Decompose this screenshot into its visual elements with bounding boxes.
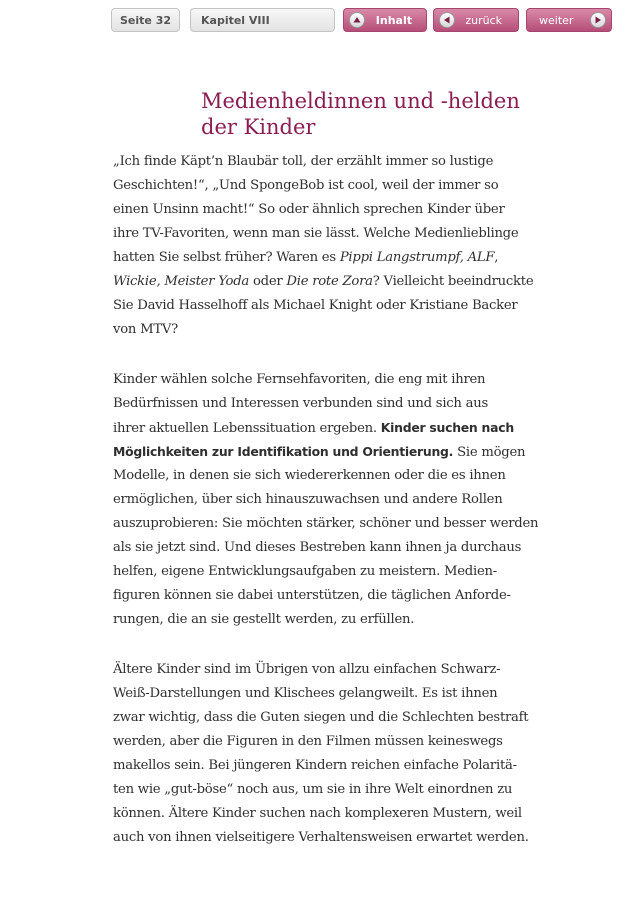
page-number-tab	[111, 8, 180, 32]
text-line: werden, aber die Figuren in den Filmen müssen keineswegs	[113, 734, 503, 749]
next-button[interactable]	[526, 8, 612, 32]
text-line: Ältere Kinder sind im Übrigen von allzu einfachen Schwarz-	[113, 662, 501, 677]
bold-emphasis: Kinder suchen nach	[380, 420, 514, 435]
article-title	[201, 88, 581, 140]
italic-title: Wickie, Meister Yoda	[113, 274, 250, 289]
navigation-bar	[0, 8, 638, 36]
back-button[interactable]	[433, 8, 519, 32]
text-line: rungen, die an sie gestellt werden, zu erfüllen.	[113, 612, 415, 627]
text-line: ihre TV-Favoriten, wenn man sie lässt. Welche Medienlieblinge	[113, 226, 519, 241]
text-line: helfen, eigene Entwicklungsaufgaben zu meistern. Medien-	[113, 564, 497, 579]
text-line: ten wie „gut-böse“ noch aus, um sie in ihre Welt einordnen zu	[113, 782, 513, 797]
text-line	[113, 270, 538, 294]
article-body	[113, 150, 538, 876]
contents-label: Inhalt	[375, 13, 412, 27]
text-line: auch von ihnen vielseitigere Verhaltensweisen erwartet werden.	[113, 830, 529, 845]
text-line: von MTV?	[113, 322, 178, 337]
right-arrow-icon	[590, 12, 606, 28]
contents-button[interactable]	[343, 8, 427, 32]
italic-title: Pippi Langstrumpf, ALF	[339, 250, 495, 265]
chapter-tab	[190, 8, 335, 32]
page-number-label: Seite 32	[120, 13, 172, 27]
text-line: makellos sein. Bei jüngeren Kindern reichen einfache Polaritä-	[113, 758, 517, 773]
text-line: figuren können sie dabei unterstützen, die täglichen Anforde-	[113, 588, 511, 603]
bold-emphasis: Möglichkeiten zur Identifikation und Orientierung.	[113, 444, 454, 459]
text-line: „Ich finde Käpt’n Blaubär toll, der erzählt immer so lustige	[113, 154, 494, 169]
up-arrow-icon	[349, 12, 365, 28]
next-label: weiter	[539, 13, 574, 27]
back-label: zurück	[465, 13, 502, 27]
paragraph-3	[113, 658, 538, 850]
text-line: zwar wichtig, dass die Guten siegen und die Schlechten bestraft	[113, 710, 529, 725]
text-line: können. Ältere Kinder suchen nach komplexeren Mustern, weil	[113, 806, 522, 821]
paragraph-2	[113, 368, 538, 632]
text-line	[113, 440, 538, 464]
text-line	[113, 246, 538, 270]
text-line: ermöglichen, über sich hinauszuwachsen und andere Rollen	[113, 492, 503, 507]
text-line	[113, 416, 538, 440]
article-title-line: Medienheldinnen und -helden	[201, 89, 520, 113]
text-run: oder	[249, 274, 287, 289]
text-run: ihrer aktuellen Lebenssituation ergeben.	[113, 421, 381, 436]
text-run: Sie mögen	[453, 445, 526, 460]
text-line: einen Unsinn macht!“ So oder ähnlich sprechen Kinder über	[113, 202, 505, 217]
text-line: Weiß-Darstellungen und Klischees gelangweilt. Es ist ihnen	[113, 686, 498, 701]
text-run: ? Vielleicht beeindruckte	[372, 274, 534, 289]
text-run: ,	[494, 250, 499, 265]
article-title-line: der Kinder	[201, 115, 316, 139]
left-arrow-icon	[439, 12, 455, 28]
text-line: Modelle, in denen sie sich wiedererkennen oder die es ihnen	[113, 468, 506, 483]
text-line: Geschichten!“, „Und SpongeBob ist cool, weil der immer so	[113, 178, 499, 193]
paragraph-1	[113, 150, 538, 342]
text-line: Kinder wählen solche Fernsehfavoriten, die eng mit ihren	[113, 372, 486, 387]
text-line: auszuprobieren: Sie möchten stärker, schöner und besser werden	[113, 516, 539, 531]
text-line: Sie David Hasselhoff als Michael Knight oder Kristiane Backer	[113, 298, 518, 313]
text-run: hatten Sie selbst früher? Waren es	[113, 250, 340, 265]
text-line: als sie jetzt sind. Und dieses Bestreben kann ihnen ja durchaus	[113, 540, 522, 555]
italic-title: Die rote Zora	[286, 274, 373, 289]
text-line: Bedürfnissen und Interessen verbunden sind und sich aus	[113, 396, 488, 411]
chapter-label: Kapitel VIII	[201, 13, 270, 27]
